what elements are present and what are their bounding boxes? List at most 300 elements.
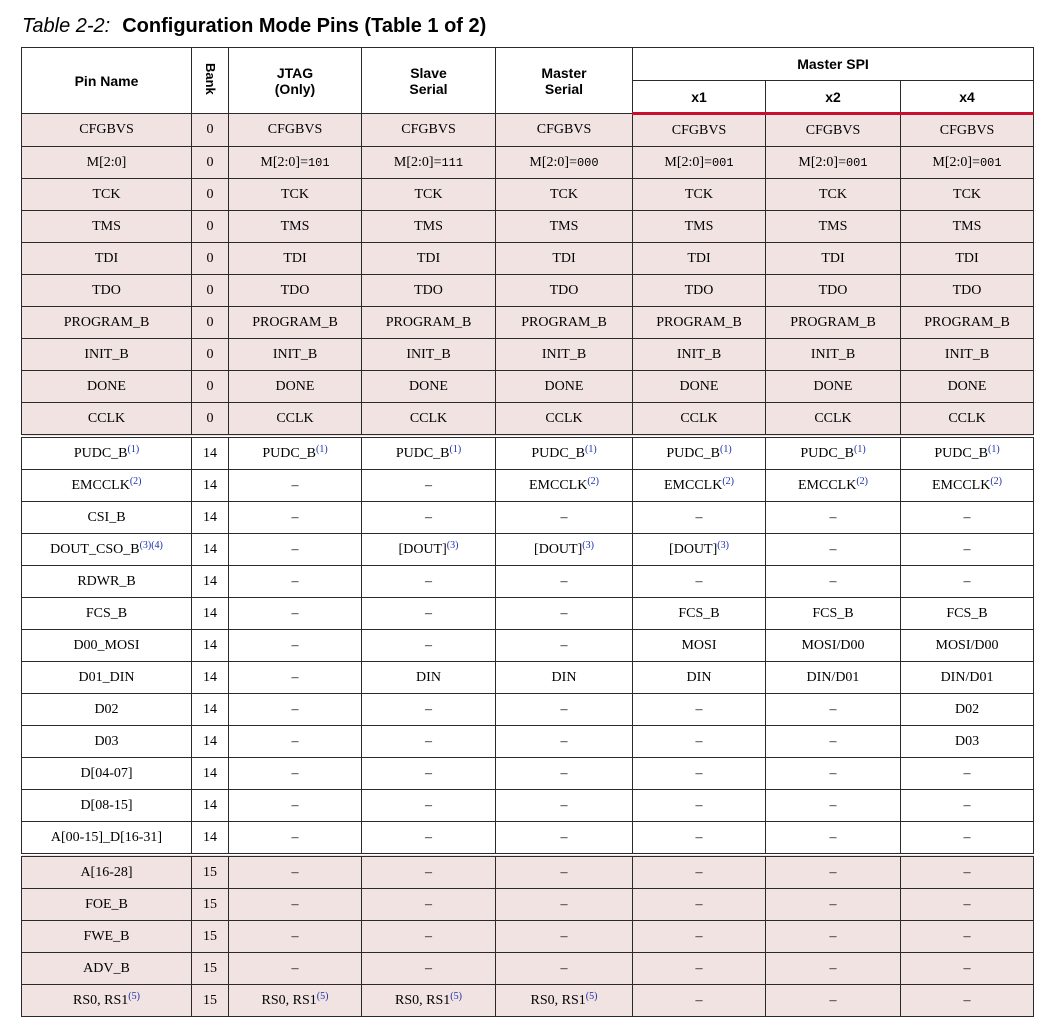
spi-x2-cell xyxy=(766,371,901,403)
cell-text: – xyxy=(695,960,703,976)
spi-x2-cell xyxy=(766,889,901,921)
cell-text: D[08-15] xyxy=(80,797,133,813)
cell-text: – xyxy=(695,864,703,880)
slave-serial-cell xyxy=(362,403,496,437)
slave-serial-cell xyxy=(362,179,496,211)
spi-x2-cell xyxy=(766,211,901,243)
pin-name-cell xyxy=(22,470,192,502)
cell-text: – xyxy=(829,896,837,912)
header-slave-line1: Slave xyxy=(410,64,447,81)
pin-name-cell xyxy=(22,630,192,662)
pin-name-cell xyxy=(22,889,192,921)
slave-serial-cell xyxy=(362,758,496,790)
table-body xyxy=(22,114,1034,1017)
spi-x2-cell xyxy=(766,822,901,856)
slave-serial-cell xyxy=(362,630,496,662)
cell-text: CCLK xyxy=(276,410,314,426)
master-serial-cell xyxy=(496,822,633,856)
header-master-line2: Serial xyxy=(544,80,584,97)
spi-x1-cell xyxy=(633,470,766,502)
cell-text: – xyxy=(425,896,432,912)
cell-text: – xyxy=(695,509,703,525)
table-row xyxy=(22,339,1034,371)
master-serial-cell xyxy=(496,179,633,211)
cell-text: – xyxy=(963,541,971,557)
cell-text: – xyxy=(560,829,568,845)
spi-x4-cell xyxy=(901,403,1034,437)
cell-text: D02 xyxy=(94,701,119,717)
bank-cell: 14 xyxy=(192,694,229,726)
spi-x1-cell xyxy=(633,371,766,403)
header-jtag xyxy=(229,48,362,114)
jtag-cell xyxy=(229,436,362,470)
table-row xyxy=(22,855,1034,889)
bank-cell: 0 xyxy=(192,339,229,371)
master-serial-cell xyxy=(496,889,633,921)
cell-text: – xyxy=(695,573,703,589)
spi-x1-cell xyxy=(633,403,766,437)
bank-cell: 0 xyxy=(192,147,229,179)
cell-text: – xyxy=(695,829,703,845)
cell-text: CCLK xyxy=(948,410,986,426)
slave-serial-cell xyxy=(362,307,496,339)
header-pin-name: Pin Name xyxy=(22,48,192,114)
footnote-ref-link[interactable]: (1) xyxy=(449,443,462,455)
spi-x2-cell xyxy=(766,726,901,758)
spi-x1-cell xyxy=(633,598,766,630)
cell-text: FWE_B xyxy=(83,928,130,944)
cell-text: CCLK xyxy=(87,410,126,426)
caption-label: Table 2-2: xyxy=(22,15,111,37)
bank-cell: 14 xyxy=(192,436,229,470)
spi-x2-cell xyxy=(766,758,901,790)
mode-bits: 001 xyxy=(845,155,868,170)
slave-serial-cell xyxy=(362,662,496,694)
cell-text: EMCCLK xyxy=(528,477,588,493)
cell-text: PROGRAM_B xyxy=(252,314,338,330)
master-serial-cell xyxy=(496,921,633,953)
spi-x1-cell xyxy=(633,275,766,307)
table-row xyxy=(22,436,1034,470)
header-master-spi: Master SPI xyxy=(633,48,1034,81)
cell-text: FOE_B xyxy=(85,896,128,912)
table-row xyxy=(22,790,1034,822)
cell-text: M[2:0]= xyxy=(664,154,712,170)
slave-serial-cell xyxy=(362,566,496,598)
footnote-ref-link[interactable]: (2) xyxy=(856,475,868,487)
cell-text: CCLK xyxy=(680,410,718,426)
master-serial-cell xyxy=(496,726,633,758)
spi-x1-cell xyxy=(633,790,766,822)
configuration-mode-pins-table xyxy=(21,47,1034,1017)
table-row xyxy=(22,534,1034,566)
jtag-cell xyxy=(229,855,362,889)
slave-serial-cell xyxy=(362,114,496,147)
spi-x2-cell xyxy=(766,179,901,211)
cell-text: PROGRAM_B xyxy=(521,314,607,330)
cell-text: – xyxy=(695,701,703,717)
header-master-line1: Master xyxy=(541,64,587,81)
jtag-cell xyxy=(229,822,362,856)
spi-x2-cell xyxy=(766,114,901,147)
table-row xyxy=(22,758,1034,790)
slave-serial-cell xyxy=(362,855,496,889)
cell-text: – xyxy=(829,928,837,944)
pin-name-cell xyxy=(22,822,192,856)
header-bank-label: Bank xyxy=(203,63,218,95)
bank-cell: 14 xyxy=(192,790,229,822)
jtag-cell xyxy=(229,470,362,502)
cell-text: TDO xyxy=(92,282,121,298)
cell-text: PUDC_B xyxy=(262,445,316,461)
cell-text: M[2:0]= xyxy=(529,154,577,170)
cell-text: – xyxy=(829,573,837,589)
jtag-cell xyxy=(229,211,362,243)
cell-text: RS0, RS1 xyxy=(530,992,586,1008)
cell-text: – xyxy=(963,992,971,1008)
bank-cell: 14 xyxy=(192,726,229,758)
pin-name-cell xyxy=(22,243,192,275)
cell-text: MOSI xyxy=(681,637,717,653)
cell-text: – xyxy=(291,637,299,653)
cell-text: TCK xyxy=(819,186,847,202)
cell-text: D[04-07] xyxy=(80,765,133,781)
bank-cell: 15 xyxy=(192,889,229,921)
bank-cell: 14 xyxy=(192,630,229,662)
spi-x1-cell xyxy=(633,985,766,1017)
table-row xyxy=(22,307,1034,339)
mode-bits: 101 xyxy=(307,155,330,170)
master-serial-cell xyxy=(496,598,633,630)
table-row xyxy=(22,662,1034,694)
mode-bits: 001 xyxy=(711,155,734,170)
cell-text: TMS xyxy=(92,218,121,234)
pin-name-cell xyxy=(22,179,192,211)
spi-x4-cell xyxy=(901,985,1034,1017)
bank-cell: 14 xyxy=(192,758,229,790)
footnote-ref-link[interactable]: (5) xyxy=(128,990,140,1002)
table-row xyxy=(22,470,1034,502)
cell-text: – xyxy=(291,928,299,944)
bank-cell: 14 xyxy=(192,822,229,856)
footnote-ref-link[interactable]: (2) xyxy=(129,475,142,487)
master-serial-cell xyxy=(496,339,633,371)
mode-bits: 001 xyxy=(979,155,1002,170)
cell-text: – xyxy=(560,509,568,525)
spi-x4-cell xyxy=(901,534,1034,566)
bank-cell: 0 xyxy=(192,179,229,211)
cell-text: CFGBVS xyxy=(671,122,727,138)
cell-text: – xyxy=(291,605,299,621)
table-row xyxy=(22,502,1034,534)
pin-name-cell xyxy=(22,211,192,243)
pin-name-cell xyxy=(22,534,192,566)
spi-x2-cell xyxy=(766,662,901,694)
table-row xyxy=(22,822,1034,856)
cell-text: – xyxy=(425,733,432,749)
cell-text: – xyxy=(829,960,837,976)
footnote-ref-link[interactable]: (2) xyxy=(990,475,1003,487)
cell-text: FCS_B xyxy=(946,605,988,621)
header-master-serial xyxy=(496,48,633,114)
cell-text: – xyxy=(291,896,299,912)
footnote-ref-link[interactable]: (3) xyxy=(717,539,729,551)
cell-text: D03 xyxy=(954,733,980,749)
cell-text: – xyxy=(425,605,432,621)
slave-serial-cell xyxy=(362,211,496,243)
cell-text: TMS xyxy=(818,218,848,234)
cell-text: D00_MOSI xyxy=(73,637,140,653)
cell-text: CCLK xyxy=(814,410,852,426)
footnote-ref-link[interactable]: (1) xyxy=(988,443,1000,455)
cell-text: EMCCLK xyxy=(932,477,991,493)
bank-cell: 15 xyxy=(192,855,229,889)
spi-x1-cell xyxy=(633,114,766,147)
header-x2: x2 xyxy=(766,81,901,114)
bank-cell: 0 xyxy=(192,403,229,437)
slave-serial-cell xyxy=(362,921,496,953)
spi-x1-cell xyxy=(633,726,766,758)
header-bank xyxy=(192,48,229,114)
cell-text: – xyxy=(425,701,432,717)
pin-name-cell xyxy=(22,502,192,534)
spi-x1-cell xyxy=(633,243,766,275)
cell-text: – xyxy=(560,733,568,749)
master-serial-cell xyxy=(496,694,633,726)
bank-cell: 0 xyxy=(192,371,229,403)
spi-x2-cell xyxy=(766,855,901,889)
cell-text: – xyxy=(829,765,837,781)
cell-text: – xyxy=(291,669,299,685)
spi-x2-cell xyxy=(766,243,901,275)
spi-x4-cell xyxy=(901,758,1034,790)
footnote-ref-link[interactable]: (1) xyxy=(854,443,866,455)
footnote-ref-link[interactable]: (3) xyxy=(582,539,594,551)
footnote-ref-link[interactable]: (2) xyxy=(587,475,599,487)
cell-text: MOSI/D00 xyxy=(935,637,999,653)
jtag-cell xyxy=(229,758,362,790)
jtag-cell xyxy=(229,371,362,403)
jtag-cell xyxy=(229,694,362,726)
cell-text: TDI xyxy=(955,250,979,266)
cell-text: A[16-28] xyxy=(80,864,133,880)
cell-text: PUDC_B xyxy=(800,445,854,461)
cell-text: TCK xyxy=(685,186,713,202)
master-serial-cell xyxy=(496,630,633,662)
cell-text: TDO xyxy=(280,282,310,298)
master-serial-cell xyxy=(496,758,633,790)
cell-text: DIN/D01 xyxy=(940,669,994,685)
cell-text: CFGBVS xyxy=(267,122,323,137)
cell-text: – xyxy=(829,797,837,813)
pin-name-cell xyxy=(22,694,192,726)
spi-x1-cell xyxy=(633,694,766,726)
master-serial-cell xyxy=(496,307,633,339)
slave-serial-cell xyxy=(362,822,496,856)
cell-text: RS0, RS1 xyxy=(261,992,317,1008)
cell-text: – xyxy=(425,960,432,976)
jtag-cell xyxy=(229,726,362,758)
footnote-ref-link[interactable]: (2) xyxy=(722,475,734,487)
spi-x1-cell xyxy=(633,953,766,985)
spi-x2-cell xyxy=(766,534,901,566)
spi-x4-cell xyxy=(901,243,1034,275)
cell-text: – xyxy=(291,477,299,493)
footnote-ref-link[interactable]: (1) xyxy=(720,443,732,455)
spi-x2-cell xyxy=(766,147,901,179)
spi-x4-cell xyxy=(901,598,1034,630)
bank-cell: 0 xyxy=(192,114,229,147)
cell-text: TDI xyxy=(416,250,441,266)
jtag-cell xyxy=(229,630,362,662)
pin-name-cell xyxy=(22,790,192,822)
cell-text: DOUT_CSO_B xyxy=(50,541,140,557)
pin-name-cell xyxy=(22,921,192,953)
footnote-ref-link[interactable]: (5) xyxy=(585,990,598,1002)
footnote-ref-link[interactable]: (1) xyxy=(585,443,597,455)
footnote-ref-link[interactable]: (1) xyxy=(127,443,140,455)
cell-text: – xyxy=(291,541,299,557)
header-x4: x4 xyxy=(901,81,1034,114)
spi-x4-cell xyxy=(901,179,1034,211)
spi-x4-cell xyxy=(901,790,1034,822)
jtag-cell xyxy=(229,147,362,179)
cell-text: CCLK xyxy=(545,410,583,426)
header-x1: x1 xyxy=(633,81,766,114)
cell-text: – xyxy=(695,733,703,749)
footnote-ref-link[interactable]: (1) xyxy=(316,443,328,455)
jtag-cell xyxy=(229,339,362,371)
cell-text: TCK xyxy=(953,186,982,202)
pin-name-cell xyxy=(22,985,192,1017)
slave-serial-cell xyxy=(362,243,496,275)
caption-title: Configuration Mode Pins (Table 1 of 2) xyxy=(122,15,487,37)
cell-text: – xyxy=(291,829,299,845)
master-serial-cell xyxy=(496,662,633,694)
spi-x4-cell xyxy=(901,566,1034,598)
cell-text: TMS xyxy=(684,218,714,234)
cell-text: – xyxy=(829,509,837,525)
cell-text: M[2:0]= xyxy=(798,154,846,170)
cell-text: – xyxy=(963,864,971,880)
cell-text: TDO xyxy=(549,282,579,298)
table-row xyxy=(22,953,1034,985)
table-row xyxy=(22,114,1034,147)
cell-text: TMS xyxy=(549,218,579,234)
cell-text: – xyxy=(963,573,971,589)
spi-x4-cell xyxy=(901,307,1034,339)
master-serial-cell xyxy=(496,403,633,437)
cell-text: – xyxy=(560,765,568,781)
slave-serial-cell xyxy=(362,275,496,307)
cell-text: – xyxy=(829,992,837,1008)
spi-x4-cell xyxy=(901,921,1034,953)
cell-text: – xyxy=(291,573,299,589)
pin-name-cell xyxy=(22,436,192,470)
cell-text: CSI_B xyxy=(87,509,126,525)
cell-text: – xyxy=(560,928,568,944)
slave-serial-cell xyxy=(362,694,496,726)
cell-text: RDWR_B xyxy=(77,573,136,589)
slave-serial-cell xyxy=(362,502,496,534)
cell-text: – xyxy=(560,797,568,813)
cell-text: M[2:0]= xyxy=(393,154,442,170)
cell-text: PROGRAM_B xyxy=(656,314,742,330)
jtag-cell xyxy=(229,275,362,307)
cell-text: RS0, RS1 xyxy=(395,992,451,1008)
table-row xyxy=(22,179,1034,211)
cell-text: – xyxy=(963,765,971,781)
cell-text: – xyxy=(695,896,703,912)
cell-text: INIT_B xyxy=(676,346,722,362)
spi-x4-cell xyxy=(901,436,1034,470)
footnote-ref-link[interactable]: (5) xyxy=(450,990,462,1002)
pin-name-cell xyxy=(22,275,192,307)
footnote-ref-link[interactable]: (3) xyxy=(446,539,459,551)
spi-x2-cell xyxy=(766,307,901,339)
cell-text: – xyxy=(829,541,837,557)
cell-text: TDO xyxy=(414,282,443,298)
cell-text: – xyxy=(291,701,299,717)
jtag-cell xyxy=(229,662,362,694)
cell-text: CFGBVS xyxy=(401,122,456,137)
slave-serial-cell xyxy=(362,790,496,822)
pin-name-cell xyxy=(22,598,192,630)
cell-text: – xyxy=(963,509,971,525)
cell-text: M[2:0]= xyxy=(260,154,308,170)
cell-text: TCK xyxy=(414,186,443,202)
cell-text: TDO xyxy=(684,282,714,298)
cell-text: PUDC_B xyxy=(73,445,128,461)
cell-text: – xyxy=(963,928,971,944)
cell-text: TMS xyxy=(414,218,443,234)
cell-text: TDI xyxy=(687,250,711,266)
cell-text: TCK xyxy=(92,186,121,202)
cell-text: – xyxy=(425,477,432,493)
cell-text: DIN/D01 xyxy=(806,669,860,685)
spi-x1-cell xyxy=(633,566,766,598)
cell-text: INIT_B xyxy=(406,346,451,362)
pin-name-cell xyxy=(22,566,192,598)
spi-x2-cell xyxy=(766,985,901,1017)
bank-cell: 14 xyxy=(192,502,229,534)
spi-x4-cell xyxy=(901,502,1034,534)
master-serial-cell xyxy=(496,953,633,985)
master-serial-cell xyxy=(496,275,633,307)
footnote-ref-link[interactable]: (5) xyxy=(316,990,329,1002)
cell-text: PROGRAM_B xyxy=(924,314,1010,330)
slave-serial-cell xyxy=(362,953,496,985)
jtag-cell xyxy=(229,114,362,147)
cell-text: TDI xyxy=(552,250,576,266)
jtag-cell xyxy=(229,598,362,630)
master-serial-cell xyxy=(496,534,633,566)
cell-text: DIN xyxy=(686,669,712,685)
spi-x2-cell xyxy=(766,470,901,502)
cell-text: DONE xyxy=(544,378,584,394)
spi-x4-cell xyxy=(901,822,1034,856)
cell-text: – xyxy=(291,960,299,976)
cell-text: DONE xyxy=(947,378,987,394)
footnote-ref-link[interactable]: (3)(4) xyxy=(139,539,163,551)
master-serial-cell xyxy=(496,371,633,403)
cell-text: TDI xyxy=(94,250,119,266)
table-caption xyxy=(22,15,486,38)
cell-text: TDO xyxy=(952,282,982,298)
cell-text: PROGRAM_B xyxy=(790,314,876,330)
bank-cell: 14 xyxy=(192,534,229,566)
spi-x1-cell xyxy=(633,211,766,243)
